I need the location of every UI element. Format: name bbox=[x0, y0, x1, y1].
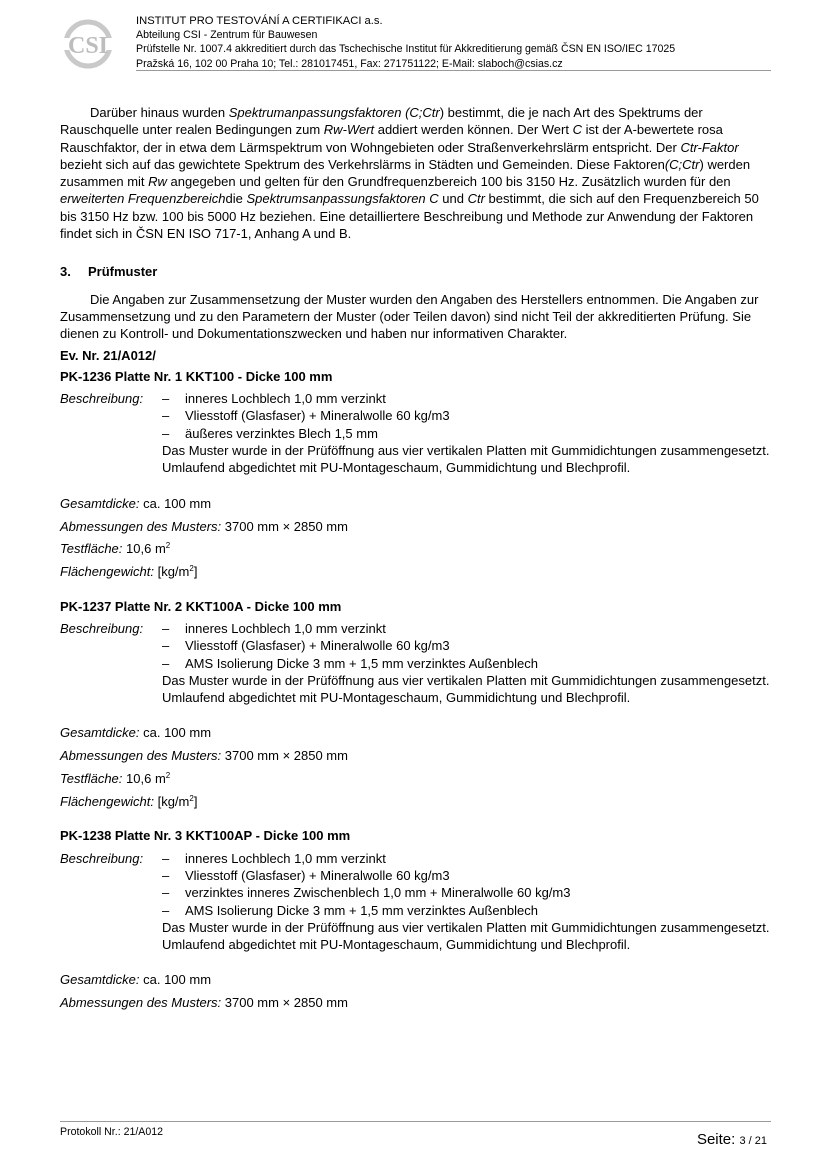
footer-divider bbox=[60, 1121, 771, 1122]
sample-title: PK-1236 Platte Nr. 1 KKT100 - Dicke 100 mm bbox=[60, 368, 333, 384]
total-thickness: Gesamtdicke: ca. 100 mm bbox=[60, 725, 212, 741]
test-area: Testfläche: 10,6 $m^2$ bbox=[60, 541, 171, 557]
sealing-note: Umlaufend abgedichtet mit PU-Montageschaum, Gummidichtung und Blechprofil. bbox=[162, 460, 631, 476]
surface-weight: Flächengewicht: $[kg/m^2]$ bbox=[60, 794, 198, 810]
surface-weight: Flächengewicht: $[kg/m^2]$ bbox=[60, 564, 198, 580]
sample-block bbox=[60, 827, 770, 1011]
section-title: Prüfmuster bbox=[88, 264, 158, 280]
page-content bbox=[60, 104, 770, 1012]
sample-title: PK-1237 Platte Nr. 2 KKT100A - Dicke 100 mm bbox=[60, 598, 342, 614]
header-address: Pražská 16, 102 00 Praha 10; Tel.: 281017451, Fax: 271751122; E-Mail: slaboch@csias.cz bbox=[136, 57, 563, 70]
page-indicator bbox=[697, 1131, 767, 1148]
sample-dimensions: Abmessungen des Musters: 3700 mm × 2850 mm bbox=[60, 518, 348, 534]
section-number: 3. bbox=[60, 264, 71, 280]
assembly-note: Das Muster wurde in der Prüföffnung aus vier vertikalen Platten mit Gummidichtungen zusammengesetzt. bbox=[162, 672, 770, 688]
intro-paragraph: Darüber hinaus wurden Spektrumanpassungsfaktoren (C;Ctr) bestimmt, die je nach Art des Spektrums der Rauschquelle unter realen Bedingungen zum Rw-Wert addiert werden können. Der Wert C ist der A-bewertete rosa Rauschfaktor, der in etwa dem Lärmspektrum von Wohngebieten oder Straßenverkehrslärm entspricht. Der Ctr-Faktor bezieht sich auf das gewichtete Spektrum des Verkehrslärms in Städten und Gemeinden. Diese Faktoren(C;Ctr) werden zusammen mit Rw angegeben und gelten für den Grundfrequenzbereich 100 bis 3150 Hz. Zusätzlich wurden für den erweiterten Frequenzbereichdie Spektrumsanpassungsfaktoren C und Ctr bestimmt, die sich auf den Frequenzbereich 50 bis 3150 Hz bzw. 100 bis 5000 Hz beziehen. Eine detailliertere Beschreibung und Methode zur Anwendung der Faktoren findet sich in ČSN EN ISO 717-1, Anhang A und B. bbox=[60, 105, 759, 242]
sample-properties bbox=[60, 495, 770, 581]
description-label: Beschreibung: bbox=[60, 391, 144, 407]
list-item: – AMS Isolierung Dicke 3 mm + 1,5 mm verzinktes Außenblech bbox=[162, 902, 538, 918]
list-item: – inneres Lochblech 1,0 mm verzinkt bbox=[162, 620, 386, 636]
sample-properties bbox=[60, 724, 770, 810]
list-item: – verzinktes inneres Zwischenblech 1,0 mm + Mineralwolle 60 kg/m3 bbox=[162, 885, 571, 901]
list-item: – inneres Lochblech 1,0 mm verzinkt bbox=[162, 850, 386, 866]
evidence-number: Ev. Nr. 21/A012/ bbox=[60, 347, 156, 363]
list-item: – Vliesstoff (Glasfaser) + Mineralwolle 60 kg/m3 bbox=[162, 408, 450, 424]
sample-dimensions: Abmessungen des Musters: 3700 mm × 2850 mm bbox=[60, 995, 348, 1011]
list-item: – Vliesstoff (Glasfaser) + Mineralwolle 60 kg/m3 bbox=[162, 638, 450, 654]
logo-text: CSI bbox=[67, 33, 109, 59]
sample-properties bbox=[60, 971, 770, 1011]
description-label: Beschreibung: bbox=[60, 850, 144, 866]
list-item: – AMS Isolierung Dicke 3 mm + 1,5 mm verzinktes Außenblech bbox=[162, 655, 538, 671]
total-thickness: Gesamtdicke: ca. 100 mm bbox=[60, 972, 212, 988]
header-institute: INSTITUT PRO TESTOVÁNÍ A CERTIFIKACI a.s. bbox=[136, 15, 383, 27]
assembly-note: Das Muster wurde in der Prüföffnung aus vier vertikalen Platten mit Gummidichtungen zusammengesetzt. bbox=[162, 919, 770, 935]
sample-description bbox=[60, 620, 770, 706]
sample-description bbox=[60, 850, 770, 954]
sample-title: PK-1238 Platte Nr. 3 KKT100AP - Dicke 100 mm bbox=[60, 828, 351, 844]
header-text bbox=[136, 14, 675, 71]
total-thickness: Gesamtdicke: ca. 100 mm bbox=[60, 495, 212, 511]
protocol-number: Protokoll Nr.: 21/A012 bbox=[60, 1126, 164, 1138]
section-paragraph: Die Angaben zur Zusammensetzung der Muster wurden den Angaben des Herstellers entnommen. Die Angaben zur Zusammensetzung und zu den Parametern der Muster (oder Teilen davon) sind nicht Teil der akkreditierten Prüfung. Sie dienen zu Kontroll- und Dokumentationszwecken und haben nur informativen Charakter. bbox=[60, 291, 759, 342]
list-item: – Vliesstoff (Glasfaser) + Mineralwolle 60 kg/m3 bbox=[162, 867, 450, 883]
assembly-note: Das Muster wurde in der Prüföffnung aus vier vertikalen Platten mit Gummidichtungen zusammengesetzt. bbox=[162, 443, 770, 459]
header-accreditation: Prüfstelle Nr. 1007.4 akkreditiert durch das Tschechische Institut für Akkreditierung gemäß ČSN EN ISO/IEC 17025 bbox=[136, 43, 676, 56]
institute-logo bbox=[62, 18, 114, 70]
sealing-note: Umlaufend abgedichtet mit PU-Montageschaum, Gummidichtung und Blechprofil. bbox=[162, 937, 631, 953]
page-header bbox=[60, 14, 772, 72]
description-label: Beschreibung: bbox=[60, 620, 144, 636]
sample-block bbox=[60, 598, 770, 811]
test-area: Testfläche: 10,6 $m^2$ bbox=[60, 771, 171, 787]
section-heading bbox=[60, 263, 770, 280]
page-label: Seite: bbox=[696, 1131, 736, 1148]
header-department: Abteilung CSI - Zentrum für Bauwesen bbox=[136, 29, 318, 42]
sealing-note: Umlaufend abgedichtet mit PU-Montageschaum, Gummidichtung und Blechprofil. bbox=[162, 690, 631, 706]
page-number: 3 / 21 bbox=[739, 1135, 767, 1147]
sample-block bbox=[60, 368, 770, 581]
list-item: – äußeres verzinktes Blech 1,5 mm bbox=[162, 425, 378, 441]
list-item: – inneres Lochblech 1,0 mm verzinkt bbox=[162, 391, 386, 407]
sample-dimensions: Abmessungen des Musters: 3700 mm × 2850 mm bbox=[60, 748, 348, 764]
sample-description bbox=[60, 390, 770, 476]
header-divider bbox=[136, 70, 771, 71]
